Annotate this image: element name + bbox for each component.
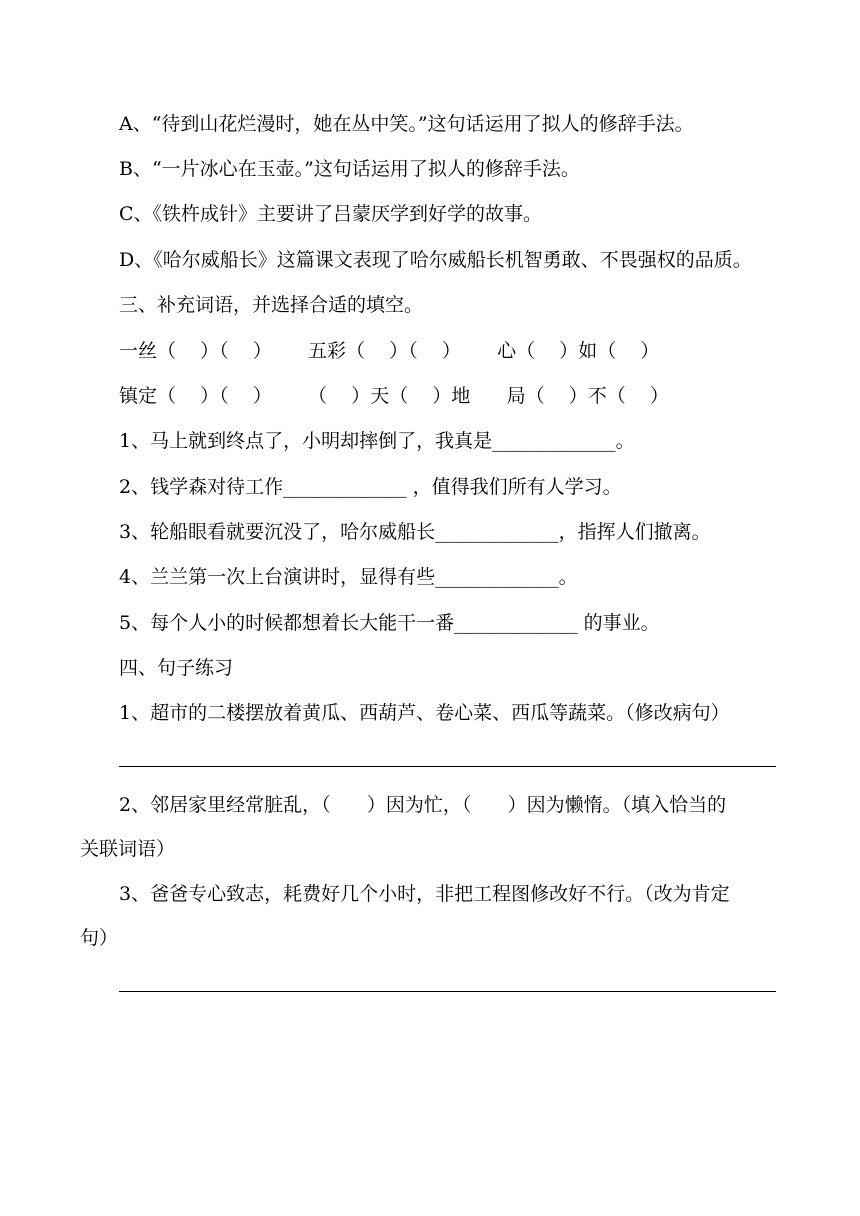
fill-item-2: 2、钱学森对待工作_____________ ，值得我们所有人学习。 [119,476,622,498]
answer-line-q1 [119,766,776,767]
option-b: B、“一片冰心在玉壶。”这句话运用了拟人的修辞手法。 [119,158,580,180]
option-a: A、“待到山花烂漫时，她在丛中笑。”这句话运用了拟人的修辞手法。 [119,113,694,135]
fill-item-4: 4、兰兰第一次上台演讲时，显得有些_____________。 [119,566,578,588]
fill-item-1: 1、马上就到终点了，小明却摔倒了，我真是_____________。 [119,430,635,452]
sentence-q1: 1、超市的二楼摆放着黄瓜、西葫芦、卷心菜、西瓜等蔬菜。（修改病句） [119,702,730,724]
answer-line-q3 [119,991,776,992]
fill-item-5: 5、每个人小的时候都想着长大能干一番_____________ 的事业。 [119,612,660,634]
section-four-heading: 四、句子练习 [119,657,234,679]
section-three-heading: 三、补充词语，并选择合适的填空。 [119,294,424,316]
option-d: D、《哈尔威船长》这篇课文表现了哈尔威船长机智勇敢、不畏强权的品质。 [119,249,752,271]
fill-item-3: 3、轮船眼看就要沉没了，哈尔威船长_____________，指挥人们撤离。 [119,521,711,543]
sentence-q2-line2: 关联词语） [80,838,176,860]
option-c: C、《铁杵成针》主要讲了吕蒙厌学到好学的故事。 [119,203,543,225]
sentence-q3-line1: 3、爸爸专心致志，耗费好几个小时，非把工程图修改好不行。（改为肯定 [119,883,730,905]
sentence-q3-line2: 句） [80,927,119,949]
sentence-q2-line1: 2、邻居家里经常脏乱，（ ）因为忙，（ ）因为懒惰。（填入恰当的 [119,794,727,816]
idiom-row-1: 一丝（ ）（ ） 五彩（ ）（ ） 心（ ）如（ ） [119,340,660,362]
idiom-row-2: 镇定（ ）（ ） （ ）天（ ）地 局（ ）不（ ） [119,385,669,407]
